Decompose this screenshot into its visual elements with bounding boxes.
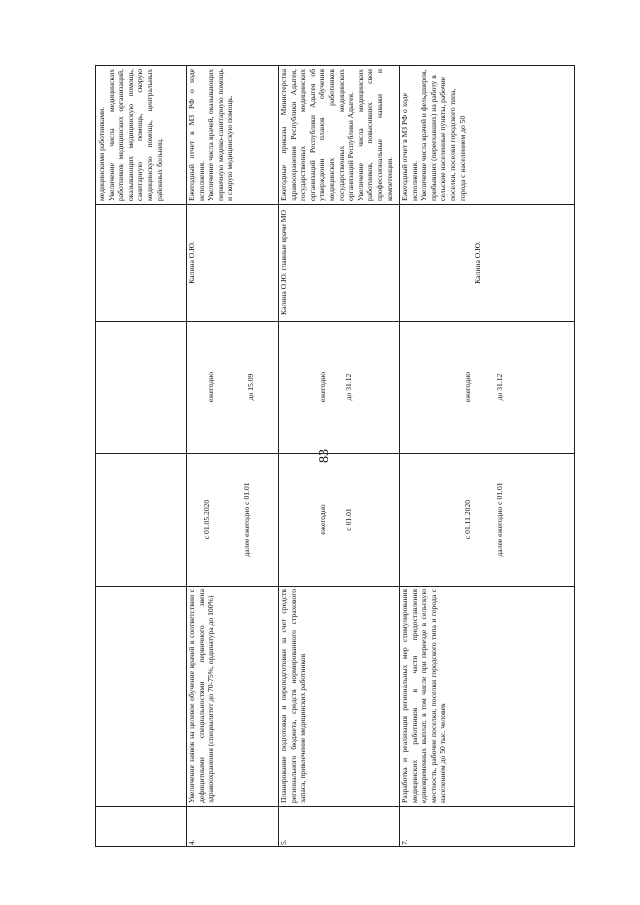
row2-start-line-2: с 01.01 <box>343 508 353 531</box>
row1-result-line-2: Увеличение числа врачей, оказывающих первичную медико-санитарную помощь и скорую медицинскую помощь. <box>206 69 235 201</box>
row3-deadline-cell <box>399 321 576 453</box>
row3-task-cell <box>399 586 576 806</box>
row0-result-line-2: Увеличение числа медицинских работников медицинских организаций, оказывающих медицинскую помощь, санитарную помощь, скорую медицинскую помощь, центральных районных больниц. <box>106 69 164 201</box>
row3-responsible: Калина О.Ю. <box>473 241 482 284</box>
row3-result-cell <box>399 66 576 204</box>
row3-deadline-line-2: до 31.12 <box>494 373 504 401</box>
row2-deadline-cell <box>278 321 399 453</box>
row3-result-line-2: Увеличение числа врачей и фельдшеров, прибывших (переехавших) на работу в сельские населенные пункты, рабочие поселки, поселки городского типа, города с населением до 50 <box>419 69 467 201</box>
row3-responsible-cell <box>399 204 576 321</box>
row2-start-cell <box>278 453 399 586</box>
row2-result-line-2: Увеличение числа медицинских работников, повысивших свои профессиональные навыки и компетенции. <box>355 69 394 201</box>
row0-result-line-1: медицинскими работниками. <box>97 107 106 201</box>
row2-num-cell <box>278 806 399 848</box>
row2-result-cell <box>278 66 399 204</box>
row1-responsible: Калина О.Ю. <box>187 241 196 284</box>
row3-deadline-line-1: ежегодно <box>463 371 472 403</box>
row1-result-cell <box>186 66 278 204</box>
row1-task-cell <box>186 586 278 806</box>
row2-responsible: Калина О.Ю. главные врачи МО <box>279 210 288 315</box>
row2-start-line-1: ежегодно <box>318 504 327 535</box>
row3-task: Разработка и реализация региональных мер стимулирования медицинских работников в части предоставления единовременных выплат, в том числе при переезде в сельскую местность, рабочие поселки, поселки городского типа и города с населением до 50 тыс. человек <box>400 589 448 803</box>
row3-start-cell <box>399 453 576 586</box>
row1-num-cell <box>186 806 278 848</box>
row3-start-line-2: далее ежегодно с 01.01 <box>494 482 504 557</box>
row1-responsible-cell <box>186 204 278 321</box>
row2-task: Планирование подготовки и переподготовки за счет средств регионального бюджета, средств нормированного страхового запаса, привлечение медицинских работников <box>279 589 308 803</box>
row3-num: 7. <box>400 839 409 845</box>
row1-deadline-line-1: ежегодно <box>206 371 215 403</box>
row2-deadline-line-1: ежегодно <box>318 371 327 403</box>
row2-num: 5. <box>279 839 288 845</box>
row1-start-line-2: далее ежегодно с 01.01 <box>241 482 251 557</box>
row2-task-cell <box>278 586 399 806</box>
page-number: 83 <box>317 449 332 463</box>
row1-num: 4. <box>187 839 196 845</box>
row1-result-line-1: Ежегодный отчет в МЗ РФ о ходе исполнения. <box>187 69 206 201</box>
measures-table <box>95 65 575 847</box>
row3-start-line-1: с 01.11.2020 <box>463 499 472 540</box>
row0-result-cell <box>96 66 186 204</box>
row2-responsible-cell <box>278 204 399 321</box>
row1-deadline-line-2: до 15.09 <box>245 373 255 401</box>
row3-num-cell <box>399 806 576 848</box>
row2-deadline-line-2: до 31.12 <box>343 373 353 401</box>
row1-task: Увеличение заявок на целевое обучение врачей в соответствии с дефицитными специальностями первичного звена здравоохранения (специалитет до 70-75%, ординатура до 100%) <box>187 589 216 803</box>
row1-deadline-cell <box>186 321 278 453</box>
row3-result-line-1: Ежегодный отчет в МЗ РФ о ходе исполнения. <box>400 92 419 201</box>
row2-result-line-1: Ежегодные приказы Министерства здравоохранения Республики Адыгея, государственных медицинских организаций Республики Адыгея об утверждении планов обучения медицинских работников государственных медицинских организаций Республики Адыгея. <box>279 69 356 201</box>
row1-start-cell <box>186 453 278 586</box>
row1-start-line-1: с 01.05.2020 <box>202 499 211 540</box>
